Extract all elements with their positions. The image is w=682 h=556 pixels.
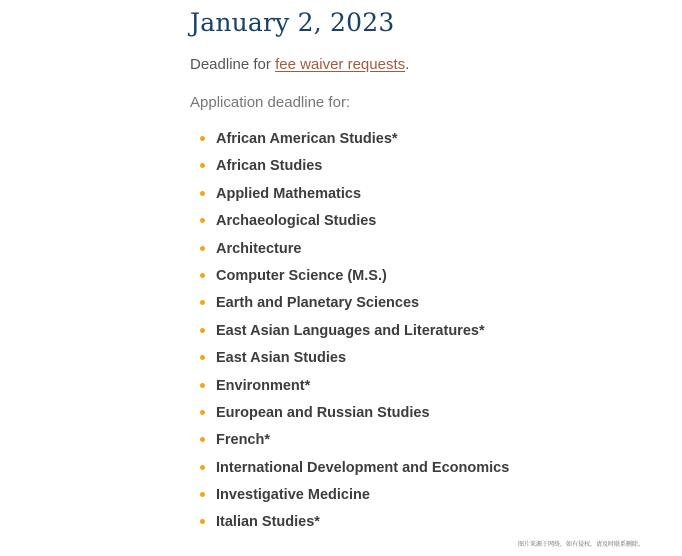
program-item bbox=[200, 347, 509, 374]
bullet-icon bbox=[200, 355, 205, 360]
fee-waiver-suffix: . bbox=[405, 56, 410, 73]
program-item bbox=[200, 265, 509, 292]
program-name: East Asian Languages and Literatures* bbox=[216, 322, 485, 339]
program-name: International Development and Economics bbox=[216, 459, 510, 476]
bullet-icon bbox=[200, 437, 205, 442]
bullet-icon bbox=[200, 136, 205, 141]
bullet-icon bbox=[200, 246, 205, 251]
program-item bbox=[200, 375, 509, 402]
program-item bbox=[200, 210, 509, 237]
program-item bbox=[200, 155, 509, 182]
fee-waiver-prefix: Deadline for bbox=[190, 56, 276, 73]
program-name: European and Russian Studies bbox=[216, 404, 430, 421]
program-list bbox=[200, 128, 509, 539]
bullet-icon bbox=[200, 519, 205, 524]
bullet-icon bbox=[200, 273, 205, 278]
program-item bbox=[200, 183, 509, 210]
bullet-icon bbox=[200, 465, 205, 470]
bullet-icon bbox=[200, 410, 205, 415]
program-item bbox=[200, 128, 509, 155]
program-name: African American Studies* bbox=[216, 131, 398, 147]
bullet-icon bbox=[200, 163, 205, 168]
program-name: Archaeological Studies bbox=[216, 213, 377, 230]
program-item bbox=[200, 457, 509, 484]
program-item bbox=[200, 238, 509, 265]
bullet-icon bbox=[200, 300, 205, 305]
bullet-icon bbox=[200, 191, 205, 196]
bullet-icon bbox=[200, 218, 205, 223]
deadline-date-heading: January 2, 2023 bbox=[190, 8, 395, 37]
program-item bbox=[200, 484, 509, 511]
program-name: Investigative Medicine bbox=[216, 487, 370, 504]
program-item bbox=[200, 402, 509, 429]
program-name: Italian Studies* bbox=[216, 514, 320, 531]
fee-waiver-link[interactable]: fee waiver requests bbox=[275, 56, 406, 73]
program-name: French* bbox=[216, 432, 270, 449]
program-name: African Studies bbox=[216, 158, 323, 175]
bullet-icon bbox=[200, 328, 205, 333]
program-item bbox=[200, 429, 509, 456]
program-item bbox=[200, 292, 509, 319]
program-name: Environment* bbox=[216, 377, 311, 394]
fee-waiver-deadline-text bbox=[190, 56, 409, 73]
program-name: Earth and Planetary Sciences bbox=[216, 295, 420, 312]
program-name: East Asian Studies bbox=[216, 350, 347, 367]
bullet-icon bbox=[200, 383, 205, 388]
bullet-icon bbox=[200, 492, 205, 497]
program-name: Applied Mathematics bbox=[216, 185, 362, 202]
application-deadline-intro: Application deadline for: bbox=[190, 94, 351, 111]
program-item bbox=[200, 320, 509, 347]
program-item bbox=[200, 511, 509, 538]
program-name: Computer Science (M.S.) bbox=[216, 267, 387, 284]
program-name: Architecture bbox=[216, 240, 302, 257]
image-source-watermark: 图片来源于网络，如有侵权，请及时联系删除。 bbox=[517, 541, 644, 548]
